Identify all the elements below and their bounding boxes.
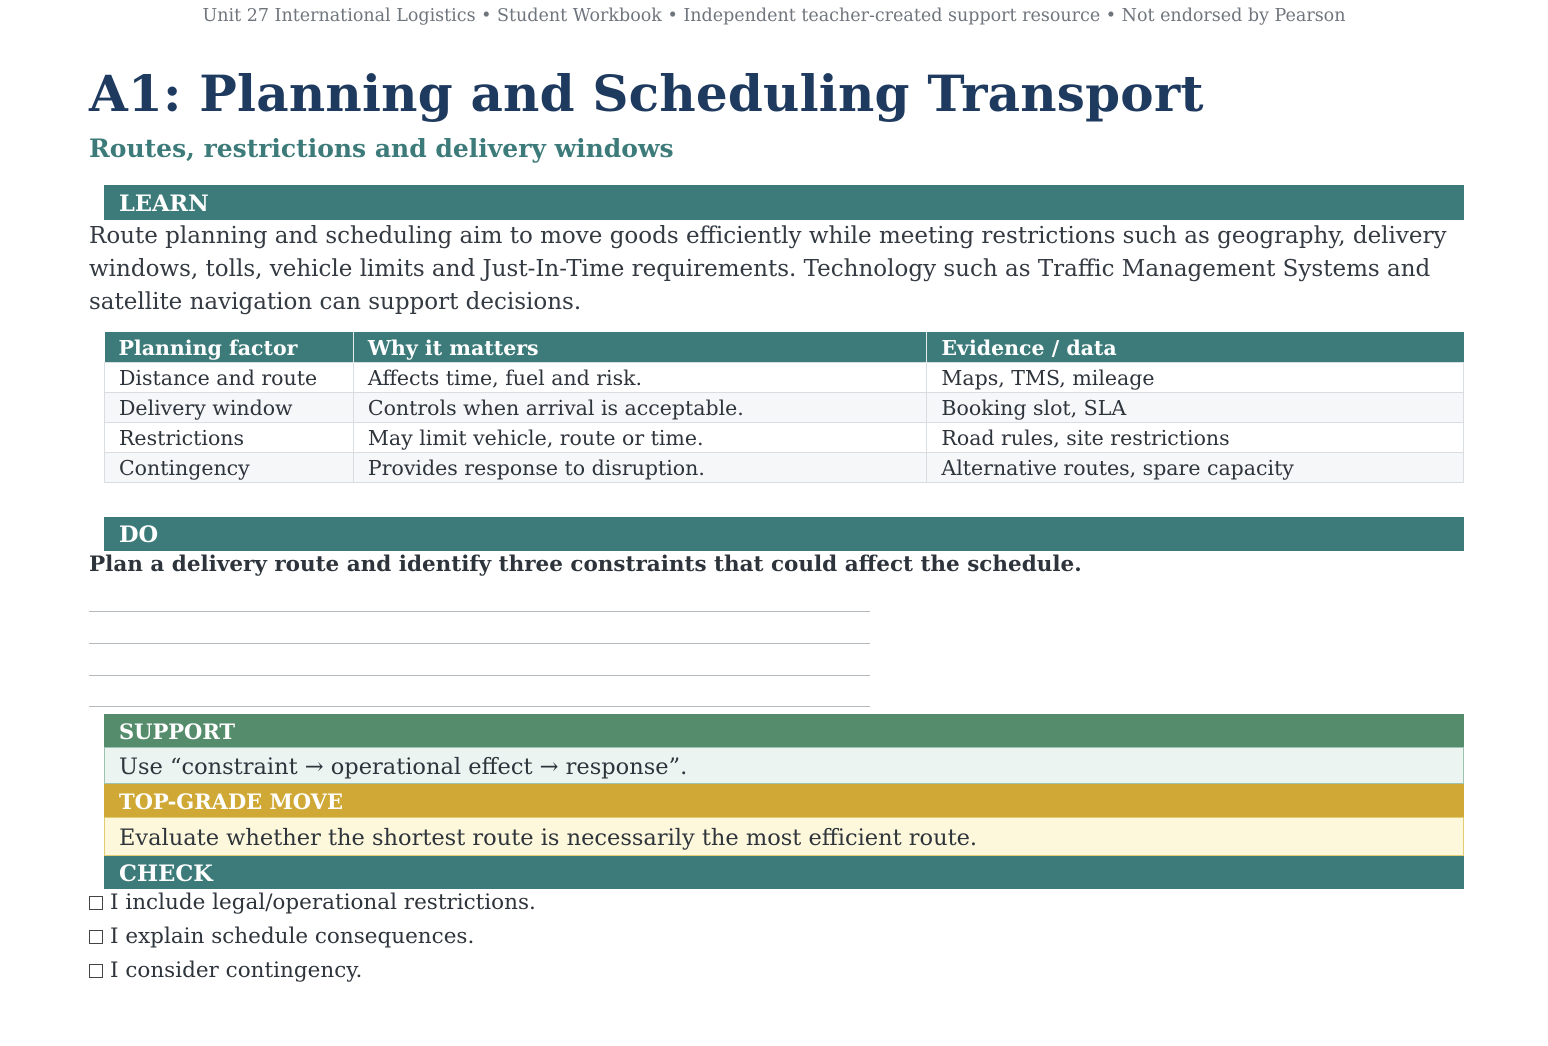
support-heading: SUPPORT: [104, 714, 1464, 747]
table-header-row: [105, 332, 1464, 363]
table-cell: Road rules, site restrictions: [927, 423, 1464, 453]
checklist-item: [89, 958, 362, 983]
do-task-prompt: Plan a delivery route and identify three constraints that could affect the schedule.: [89, 552, 1082, 577]
running-header: Unit 27 International Logistics • Student Workbook • Independent teacher-created support resource • Not endorsed by Pearson: [202, 6, 1346, 26]
column-header-evidence: Evidence / data: [927, 332, 1464, 363]
check-section-heading: CHECK: [104, 856, 1464, 889]
top-grade-heading: TOP-GRADE MOVE: [104, 784, 1464, 817]
checklist-item-label: I include legal/operational restrictions.: [110, 890, 536, 915]
do-section-heading: DO: [104, 517, 1464, 551]
checklist-item-label: I consider contingency.: [110, 958, 363, 983]
table-cell: Provides response to disruption.: [353, 453, 927, 483]
checklist-item-label: I explain schedule consequences.: [110, 924, 475, 949]
answer-line[interactable]: [89, 706, 870, 707]
checkbox[interactable]: [89, 964, 103, 978]
table-cell: Restrictions: [105, 423, 354, 453]
column-header-planning-factor: Planning factor: [105, 332, 354, 363]
table-row: [105, 363, 1464, 393]
answer-line[interactable]: [89, 643, 870, 644]
table-cell: Controls when arrival is acceptable.: [353, 393, 927, 423]
checkbox[interactable]: [89, 930, 103, 944]
answer-line[interactable]: [89, 675, 870, 676]
top-grade-tip: Evaluate whether the shortest route is necessarily the most efficient route.: [104, 817, 1464, 856]
learn-paragraph: Route planning and scheduling aim to move goods efficiently while meeting restrictions such as geography, delivery windows, tolls, vehicle limits and Just-In-Time requirements. Technology such as Traffic Management Systems and satellite navigation can support decisions.: [89, 223, 1447, 315]
table-cell: Affects time, fuel and risk.: [353, 363, 927, 393]
page-subtitle: Routes, restrictions and delivery windows: [89, 134, 674, 163]
page-title: A1: Planning and Scheduling Transport: [89, 64, 1204, 123]
table-cell: Contingency: [105, 453, 354, 483]
checklist-item: [89, 924, 474, 949]
table-cell: Alternative routes, spare capacity: [927, 453, 1464, 483]
table-row: [105, 423, 1464, 453]
checklist-item: [89, 890, 536, 915]
learn-section-heading: LEARN: [104, 185, 1464, 220]
table-cell: May limit vehicle, route or time.: [353, 423, 927, 453]
table-cell: Delivery window: [105, 393, 354, 423]
table-cell: Booking slot, SLA: [927, 393, 1464, 423]
table-cell: Distance and route: [105, 363, 354, 393]
column-header-why-it-matters: Why it matters: [353, 332, 927, 363]
table-cell: Maps, TMS, mileage: [927, 363, 1464, 393]
answer-line[interactable]: [89, 611, 870, 612]
table-row: [105, 453, 1464, 483]
planning-factors-table: [104, 332, 1464, 483]
checkbox[interactable]: [89, 896, 103, 910]
support-tip: Use “constraint → operational effect → response”.: [104, 747, 1464, 784]
table-row: [105, 393, 1464, 423]
